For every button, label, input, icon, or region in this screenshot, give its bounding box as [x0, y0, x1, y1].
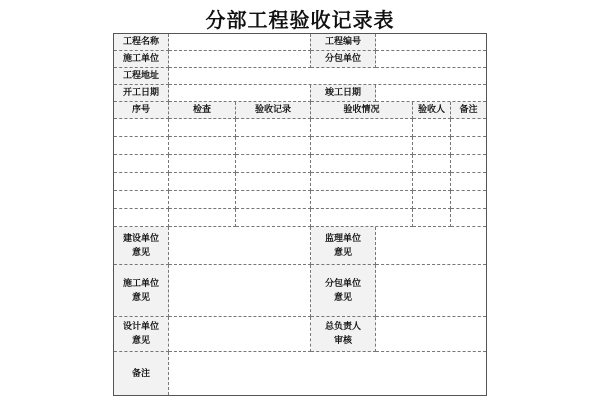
- header-record: 验收记录: [236, 102, 311, 119]
- input-remarks[interactable]: [169, 352, 486, 395]
- table-cell[interactable]: [451, 191, 486, 209]
- form-title: 分部工程验收记录表: [205, 7, 395, 32]
- label-construction-line1: 施工单位: [122, 278, 159, 289]
- input-design-opinion[interactable]: [169, 317, 311, 352]
- table-cell[interactable]: [236, 173, 311, 191]
- label-project-no: 工程编号: [311, 34, 376, 51]
- table-cell[interactable]: [236, 155, 311, 173]
- table-cell[interactable]: [451, 119, 486, 137]
- table-cell[interactable]: [114, 191, 169, 209]
- input-sub-unit[interactable]: [376, 51, 486, 68]
- table-cell[interactable]: [311, 119, 413, 137]
- table-cell[interactable]: [114, 173, 169, 191]
- input-project-address[interactable]: [169, 68, 486, 85]
- label-chief-line2: 审核: [333, 336, 352, 346]
- label-sub-line1: 分包单位: [324, 278, 361, 289]
- label-project-name: 工程名称: [114, 34, 169, 51]
- label-builder-line1: 建设单位: [122, 233, 159, 244]
- table-cell[interactable]: [236, 119, 311, 137]
- label-design-line2: 意见: [131, 336, 150, 346]
- header-inspector: 验收人: [413, 102, 451, 119]
- label-sub-opinion: [311, 265, 376, 317]
- input-sub-opinion[interactable]: [376, 265, 486, 317]
- table-cell[interactable]: [169, 119, 236, 137]
- label-builder-line2: 意见: [131, 247, 150, 258]
- table-cell[interactable]: [311, 137, 413, 155]
- label-end-date: 竣工日期: [311, 85, 376, 102]
- input-construction-opinion[interactable]: [169, 265, 311, 317]
- label-project-address: 工程地址: [114, 68, 169, 85]
- table-cell[interactable]: [311, 173, 413, 191]
- table-cell[interactable]: [451, 209, 486, 227]
- table-cell[interactable]: [169, 155, 236, 173]
- table-cell[interactable]: [114, 137, 169, 155]
- label-start-date: 开工日期: [114, 85, 169, 102]
- input-project-name[interactable]: [169, 34, 311, 51]
- table-cell[interactable]: [169, 137, 236, 155]
- acceptance-form: [113, 4, 487, 396]
- table-cell[interactable]: [114, 119, 169, 137]
- table-cell[interactable]: [451, 155, 486, 173]
- header-remark: 备注: [451, 102, 486, 119]
- label-sub-unit: 分包单位: [311, 51, 376, 68]
- form-grid: [113, 33, 487, 396]
- table-cell[interactable]: [413, 137, 451, 155]
- input-chief-review[interactable]: [376, 317, 486, 352]
- table-cell[interactable]: [413, 191, 451, 209]
- table-cell[interactable]: [236, 191, 311, 209]
- input-builder-opinion[interactable]: [169, 227, 311, 265]
- table-cell[interactable]: [413, 209, 451, 227]
- label-supervisor-line1: 监理单位: [324, 233, 361, 244]
- label-design-line1: 设计单位: [122, 322, 159, 332]
- label-chief-line1: 总负责人: [324, 322, 361, 332]
- label-supervisor-opinion: [311, 227, 376, 265]
- label-chief-review: [311, 317, 376, 352]
- table-cell[interactable]: [236, 209, 311, 227]
- label-design-opinion: [114, 317, 169, 352]
- label-builder-opinion: [114, 227, 169, 265]
- table-cell[interactable]: [413, 119, 451, 137]
- table-cell[interactable]: [451, 173, 486, 191]
- table-cell[interactable]: [236, 137, 311, 155]
- label-sub-line2: 意见: [333, 292, 352, 303]
- table-cell[interactable]: [169, 209, 236, 227]
- table-cell[interactable]: [114, 209, 169, 227]
- input-construction-unit[interactable]: [169, 51, 311, 68]
- label-supervisor-line2: 意见: [333, 247, 352, 258]
- input-project-no[interactable]: [376, 34, 486, 51]
- label-construction-unit: 施工单位: [114, 51, 169, 68]
- label-remarks: 备注: [114, 352, 169, 395]
- table-cell[interactable]: [311, 209, 413, 227]
- input-supervisor-opinion[interactable]: [376, 227, 486, 265]
- table-cell[interactable]: [413, 173, 451, 191]
- table-cell[interactable]: [169, 191, 236, 209]
- header-seq: 序号: [114, 102, 169, 119]
- table-cell[interactable]: [311, 191, 413, 209]
- input-start-date[interactable]: [169, 85, 311, 102]
- table-cell[interactable]: [169, 173, 236, 191]
- input-end-date[interactable]: [376, 85, 486, 102]
- header-check: 检查: [169, 102, 236, 119]
- table-cell[interactable]: [451, 137, 486, 155]
- label-construction-opinion: [114, 265, 169, 317]
- table-cell[interactable]: [114, 155, 169, 173]
- label-construction-line2: 意见: [131, 292, 150, 303]
- header-status: 验收情况: [311, 102, 413, 119]
- table-cell[interactable]: [311, 155, 413, 173]
- table-cell[interactable]: [413, 155, 451, 173]
